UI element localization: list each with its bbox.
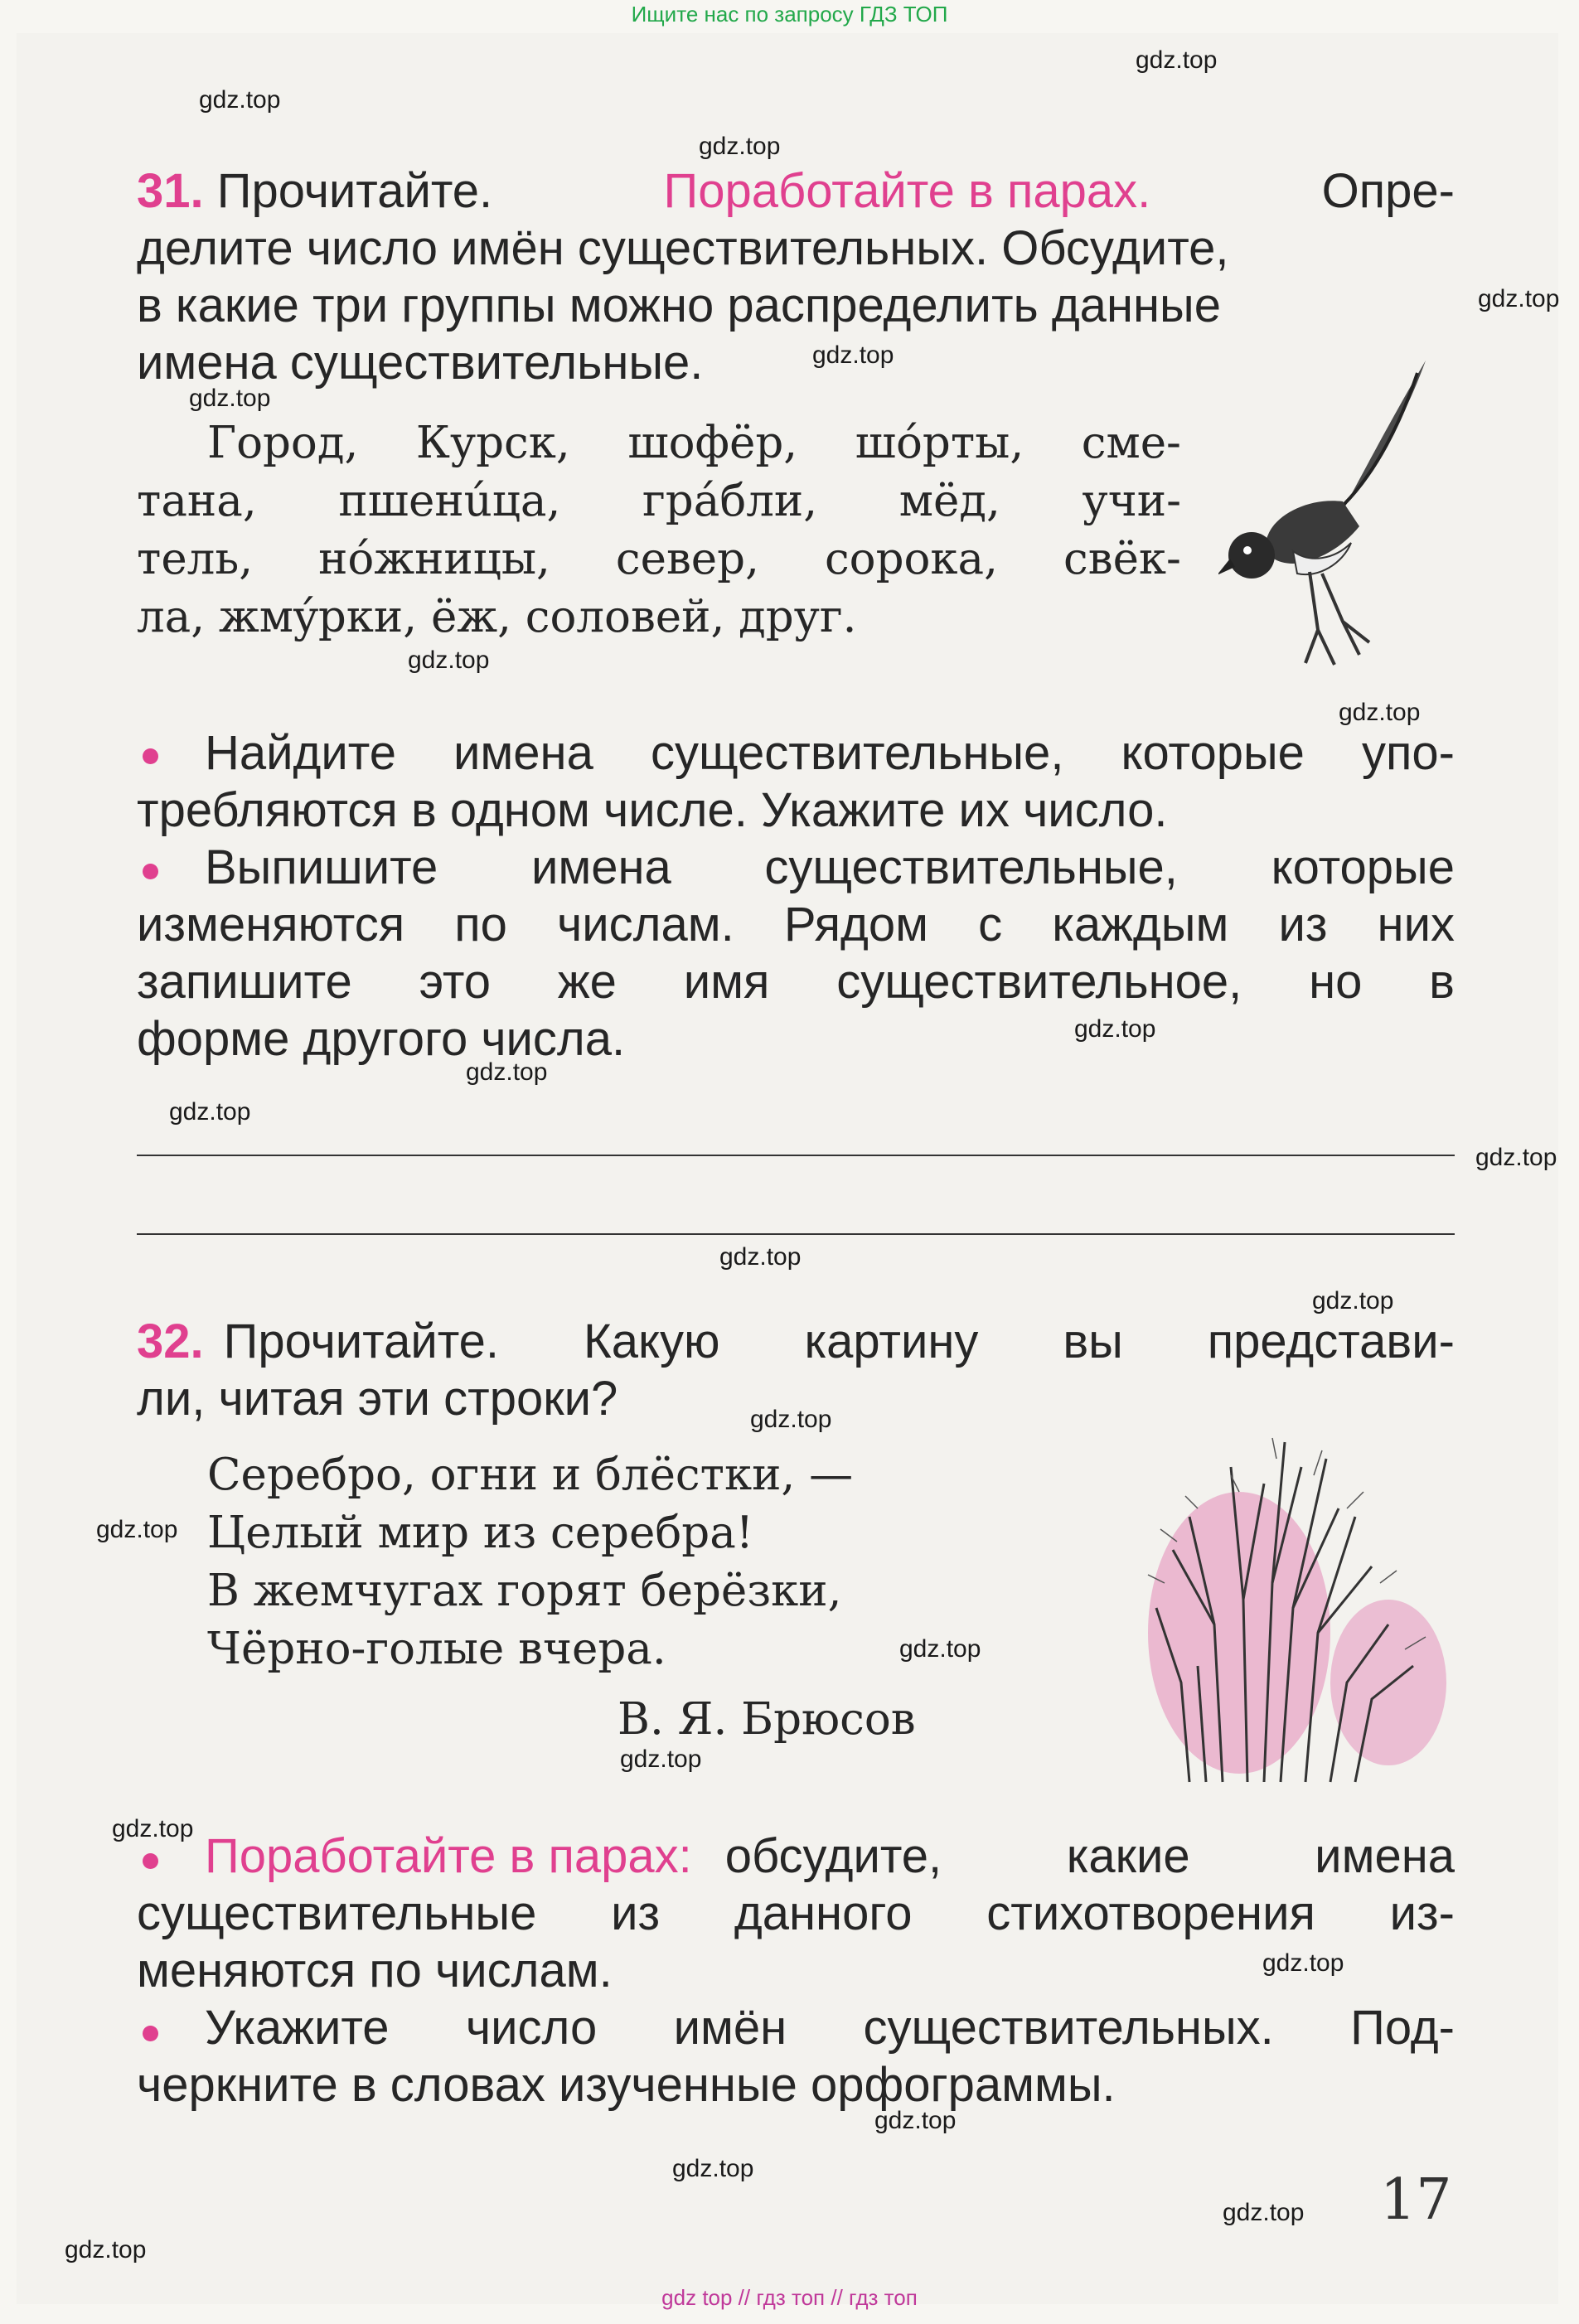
watermark: gdz.top (1475, 1144, 1557, 1171)
watermark: gdz.top (1223, 2199, 1305, 2226)
instruction-line: ли, читая эти строки? (137, 1372, 618, 1426)
poem-author: В. Я. Брюсов (618, 1694, 916, 1745)
watermark: gdz.top (620, 1745, 702, 1773)
exercise-number: 32. (137, 1315, 204, 1368)
instruction-line: в какие три группы можно распределить данные (137, 278, 1221, 332)
exercise-32-first-line (137, 1313, 1455, 1370)
watermark: gdz.top (1074, 1015, 1156, 1043)
watermark: gdz.top (1312, 1287, 1394, 1315)
watermark: gdz.top (899, 1635, 981, 1663)
watermark: gdz.top (65, 2236, 147, 2263)
top-banner[interactable]: Ищите нас по запросу ГДЗ ТОП (631, 2, 948, 27)
writing-line[interactable] (137, 1155, 1455, 1156)
watermark: gdz.top (1136, 46, 1218, 74)
page-number: 17 (1380, 2167, 1452, 2233)
task-line: черкните в словах изученные орфограммы. (137, 2058, 1116, 2112)
magpie-illustration (1218, 356, 1467, 688)
watermark: gdz.top (672, 2155, 754, 2182)
watermark: gdz.top (466, 1058, 548, 1086)
instruction-line: имена существительные. (137, 336, 704, 390)
word-line: тана, пшенúца, грáбли, мёд, учи- (137, 476, 1181, 526)
watermark: gdz.top (199, 86, 281, 114)
pair-work-label: Поработайте в парах. (663, 164, 1151, 218)
poem (207, 1446, 1036, 1678)
exercise-31-first-line (137, 162, 1455, 220)
poem-line: Серебро, огни и блёстки, — (207, 1450, 854, 1500)
watermark: gdz.top (812, 341, 894, 369)
watermark: gdz.top (112, 1815, 194, 1842)
word-line: тель, нóжницы, север, сорока, свёк- (137, 534, 1181, 584)
watermark: gdz.top (719, 1243, 802, 1271)
instruction-line: делите число имён существительных. Обсудите, (137, 221, 1229, 275)
watermark: gdz.top (1339, 699, 1421, 726)
watermark: gdz.top (750, 1406, 832, 1433)
writing-line[interactable] (137, 1233, 1455, 1235)
bottom-banner[interactable]: gdz top // гдз топ // гдз топ (661, 2285, 918, 2310)
pair-work-label: Поработайте в парах: (205, 1829, 692, 1883)
exercise-31-tasks (137, 724, 1455, 1068)
task-line: Найдите имена существительные, которые упо- (205, 726, 1455, 780)
watermark: gdz.top (189, 385, 271, 412)
birch-trees-illustration (1140, 1417, 1455, 1790)
watermark: gdz.top (699, 133, 781, 160)
watermark: gdz.top (408, 646, 490, 674)
poem-line: Чёрно-голые вчера. (207, 1624, 666, 1674)
task-text: обсудите, какие имена (724, 1829, 1455, 1883)
task-line: изменяются по числам. Рядом с каждым из них (137, 898, 1455, 951)
watermark: gdz.top (96, 1516, 178, 1543)
exercise-number: 31. (137, 164, 204, 218)
task-line: требляются в одном числе. Укажите их число. (137, 783, 1168, 837)
task-line: меняются по числам. (137, 1944, 613, 1997)
exercise-32-intro (137, 1313, 1455, 1427)
watermark: gdz.top (1478, 285, 1560, 312)
watermark: gdz.top (874, 2107, 957, 2134)
task-line: форме другого числа. (137, 1012, 626, 1066)
word-list (137, 414, 1181, 646)
instruction-text: Опре- (1321, 164, 1455, 218)
task-line (137, 1828, 1455, 1885)
poem-line: В жемчугах горят берёзки, (207, 1566, 842, 1616)
instruction-text: Прочитайте. Какую картину вы представи- (223, 1315, 1455, 1368)
task-line: запишите это же имя существительное, но в (137, 955, 1455, 1009)
instruction-text: Прочитайте. (216, 164, 493, 218)
task-line: Выпишите имена существительные, которые (205, 840, 1455, 894)
task-line: существительные из данного стихотворения из- (137, 1886, 1455, 1940)
watermark: gdz.top (1262, 1949, 1344, 1977)
poem-line: Целый мир из серебра! (207, 1508, 754, 1558)
task-line: Укажите число имён существительных. Под- (205, 2001, 1455, 2055)
exercise-32-tasks (137, 1828, 1455, 2113)
watermark: gdz.top (169, 1098, 251, 1126)
word-line: Город, Курск, шофёр, шóрты, сме- (207, 418, 1181, 468)
word-line: ла, жмýрки, ёж, соловей, друг. (137, 592, 857, 642)
